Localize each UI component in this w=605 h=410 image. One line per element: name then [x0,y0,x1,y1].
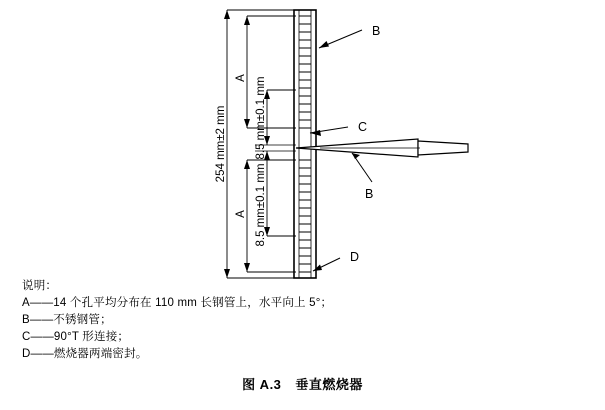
legend-item-d: D——燃烧器两端密封。 [22,348,148,360]
label-b-top: B [372,24,381,38]
dimension-a-top [244,16,296,128]
label-d: D [350,250,360,264]
legend-item-a: A——14 个孔平均分布在 110 mm 长钢管上，水平向上 5°； [22,297,333,309]
leader-d [313,258,340,271]
dimension-spacing-bottom [264,151,296,236]
figure-number: 图 A.3 [242,377,282,392]
dimension-spacing-top [264,90,296,145]
legend-item-b: B——不锈钢管； [22,314,112,326]
supply-pipe [296,139,468,157]
figure-title: 垂直燃烧器 [295,377,363,392]
label-b-bottom: B [365,187,374,201]
legend-title: 说明： [22,280,58,292]
dimension-overall-label: 254 mm±2 mm [215,105,227,183]
leader-b-top [319,30,362,48]
figure-caption [0,374,605,393]
label-spacing-bottom: 8.5 mm±0.1 mm [255,163,267,247]
leader-b-bottom [352,153,372,182]
dimension-a-bottom [244,160,296,272]
label-a-bottom: A [235,210,247,218]
label-c: C [358,120,368,134]
legend [22,278,442,363]
label-a-top: A [235,74,247,82]
label-spacing-top: 8.5 mm±0.1 mm [255,76,267,160]
legend-item-c: C——90°T 形连接； [22,331,130,343]
burner-tube [294,10,316,278]
